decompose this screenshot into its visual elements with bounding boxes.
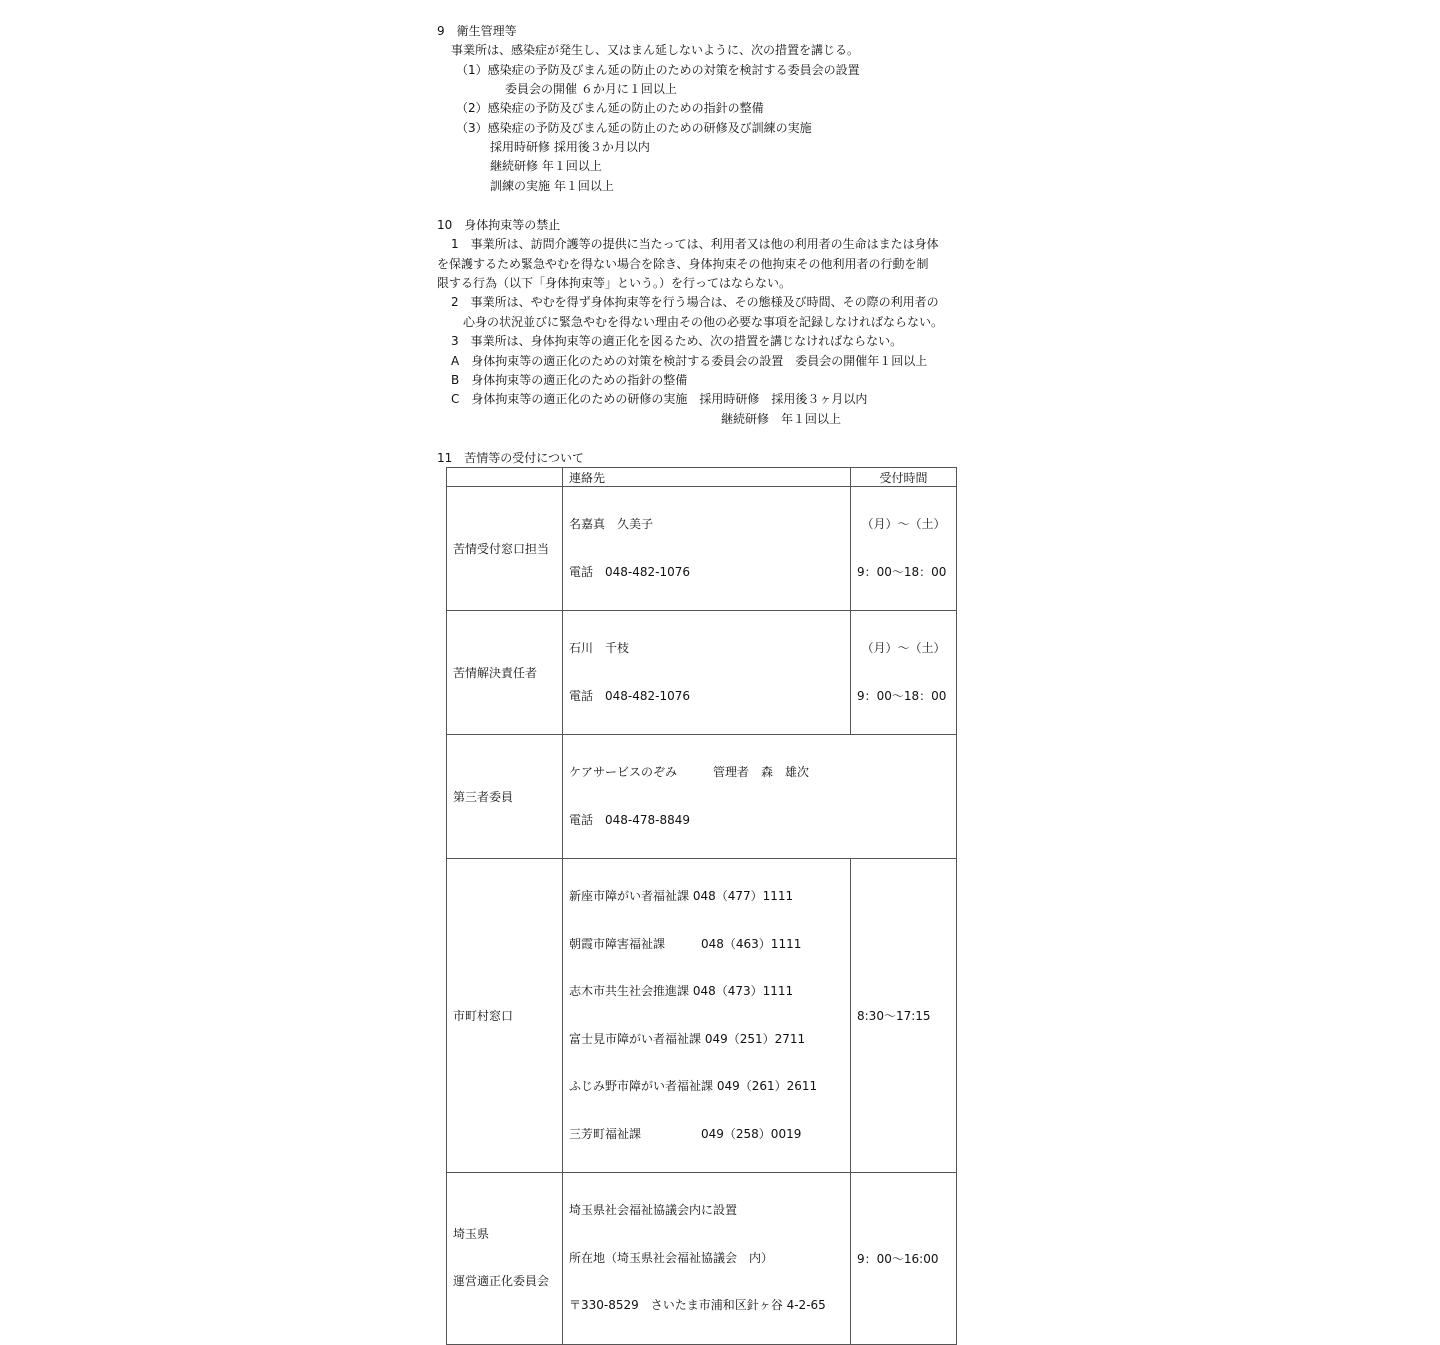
section-10-para-3: 3 事業所は、身体拘束等の適正化を図るため、次の措置を講じなければならない。 [451, 334, 903, 348]
table-row [447, 859, 957, 1173]
row-label: 市町村窓口 [447, 859, 563, 1173]
row-label [447, 1173, 563, 1345]
header-empty-cell [447, 468, 563, 487]
contact-line: ふじみ野市障がい者福祉課 049（261）2611 [569, 1079, 818, 1093]
row-hours: 9：00～16:00 [851, 1173, 957, 1345]
row-contact [563, 487, 851, 611]
section-10-para-1c: 限する行為（以下「身体拘束等」という。）を行ってはならない。 [437, 276, 792, 290]
row-contact [563, 1173, 851, 1345]
table-row [447, 611, 957, 735]
contact-line: 所在地（埼玉県社会福祉協議会 内） [569, 1250, 774, 1265]
contact-line: ケアサービスのぞみ 管理者 森 雄次 [569, 765, 810, 779]
contact-line: 名嘉真 久美子 [569, 517, 654, 531]
section-10-item-b: B 身体拘束等の適正化のための指針の整備 [451, 373, 688, 387]
section-9-item-1: （1）感染症の予防及びまん延の防止のための対策を検討する委員会の設置 [456, 63, 860, 77]
contact-line: 富士見市障がい者福祉課 049（251）2711 [569, 1031, 806, 1046]
section-10-title: 10 身体拘束等の禁止 [437, 218, 561, 232]
complaint-contact-table [446, 467, 957, 1345]
table-row [447, 1173, 957, 1345]
contact-line: 石川 千枝 [569, 641, 630, 655]
row-hours: 8:30～17:15 [851, 859, 957, 1173]
section-10-para-2a: 2 事業所は、やむを得ず身体拘束等を行う場合は、その態様及び時間、その際の利用者の [451, 295, 939, 309]
hours-line: （月）～（土） [861, 641, 946, 655]
section-9-item-2: （2）感染症の予防及びまん延の防止のための指針の整備 [456, 101, 764, 115]
section-10-para-1a: 1 事業所は、訪問介護等の提供に当たっては、利用者又は他の利用者の生命はまたは身体 [451, 237, 939, 251]
row-label: 第三者委員 [447, 735, 563, 859]
contact-line: 三芳町福祉課 049（258）0019 [569, 1126, 802, 1141]
hours-line: 9：00～18：00 [857, 688, 947, 703]
section-9-item-3: （3）感染症の予防及びまん延の防止のための研修及び訓練の実施 [456, 121, 812, 135]
row-label: 苦情受付窓口担当 [447, 487, 563, 611]
section-9-item-1-detail: 委員会の開催 ６か月に１回以上 [505, 82, 677, 96]
header-contact: 連絡先 [563, 468, 851, 487]
row-contact [563, 611, 851, 735]
hours-line: 9：00～18：00 [857, 564, 947, 579]
row-contact [563, 735, 957, 859]
section-10-para-2b: 心身の状況並びに緊急やむを得ない理由その他の必要な事項を記録しなければならない。 [463, 315, 944, 329]
contact-line: 朝霞市障害福祉課 048（463）1111 [569, 936, 802, 951]
label-line: 運営適正化委員会 [453, 1274, 550, 1289]
contact-line: 志木市共生社会推進課 048（473）1111 [569, 984, 794, 998]
section-9-title: 9 衛生管理等 [437, 24, 517, 38]
row-label: 苦情解決責任者 [447, 611, 563, 735]
section-9-intro: 事業所は、感染症が発生し、又はまん延しないように、次の措置を講じる。 [451, 43, 860, 57]
table-row [447, 735, 957, 859]
section-9-item-3-detail-b: 継続研修 年１回以上 [490, 159, 602, 173]
section-10-item-c-detail: 継続研修 年１回以上 [721, 412, 842, 426]
contact-line: 新座市障がい者福祉課 048（477）1111 [569, 889, 794, 903]
label-line: 埼玉県 [453, 1226, 490, 1241]
hours-line: （月）～（土） [861, 517, 946, 531]
row-hours [851, 611, 957, 735]
table-header-row [447, 468, 957, 487]
contact-line: 電話 048-482-1076 [569, 564, 691, 579]
section-9-item-3-detail-c: 訓練の実施 年１回以上 [490, 179, 614, 193]
contact-line: 埼玉県社会福祉協議会内に設置 [569, 1203, 738, 1217]
section-10-para-1b: を保護するため緊急やむを得ない場合を除き、身体拘束その他拘束その他利用者の行動を制 [437, 257, 929, 271]
section-11-title: 11 苦情等の受付について [437, 451, 585, 465]
section-10-item-c: C 身体拘束等の適正化のための研修の実施 採用時研修 採用後３ヶ月以内 [451, 392, 868, 406]
row-contact [563, 859, 851, 1173]
row-hours [851, 487, 957, 611]
contact-line: 〒330-8529 さいたま市浦和区針ヶ谷 4-2-65 [569, 1298, 826, 1312]
contact-line: 電話 048-478-8849 [569, 812, 691, 827]
section-9-item-3-detail-a: 採用時研修 採用後３か月以内 [490, 140, 650, 154]
contact-line: 電話 048-482-1076 [569, 688, 691, 703]
section-10-item-a: A 身体拘束等の適正化のための対策を検討する委員会の設置 委員会の開催年１回以上 [451, 354, 928, 368]
table-row [447, 487, 957, 611]
header-hours: 受付時間 [851, 468, 957, 487]
